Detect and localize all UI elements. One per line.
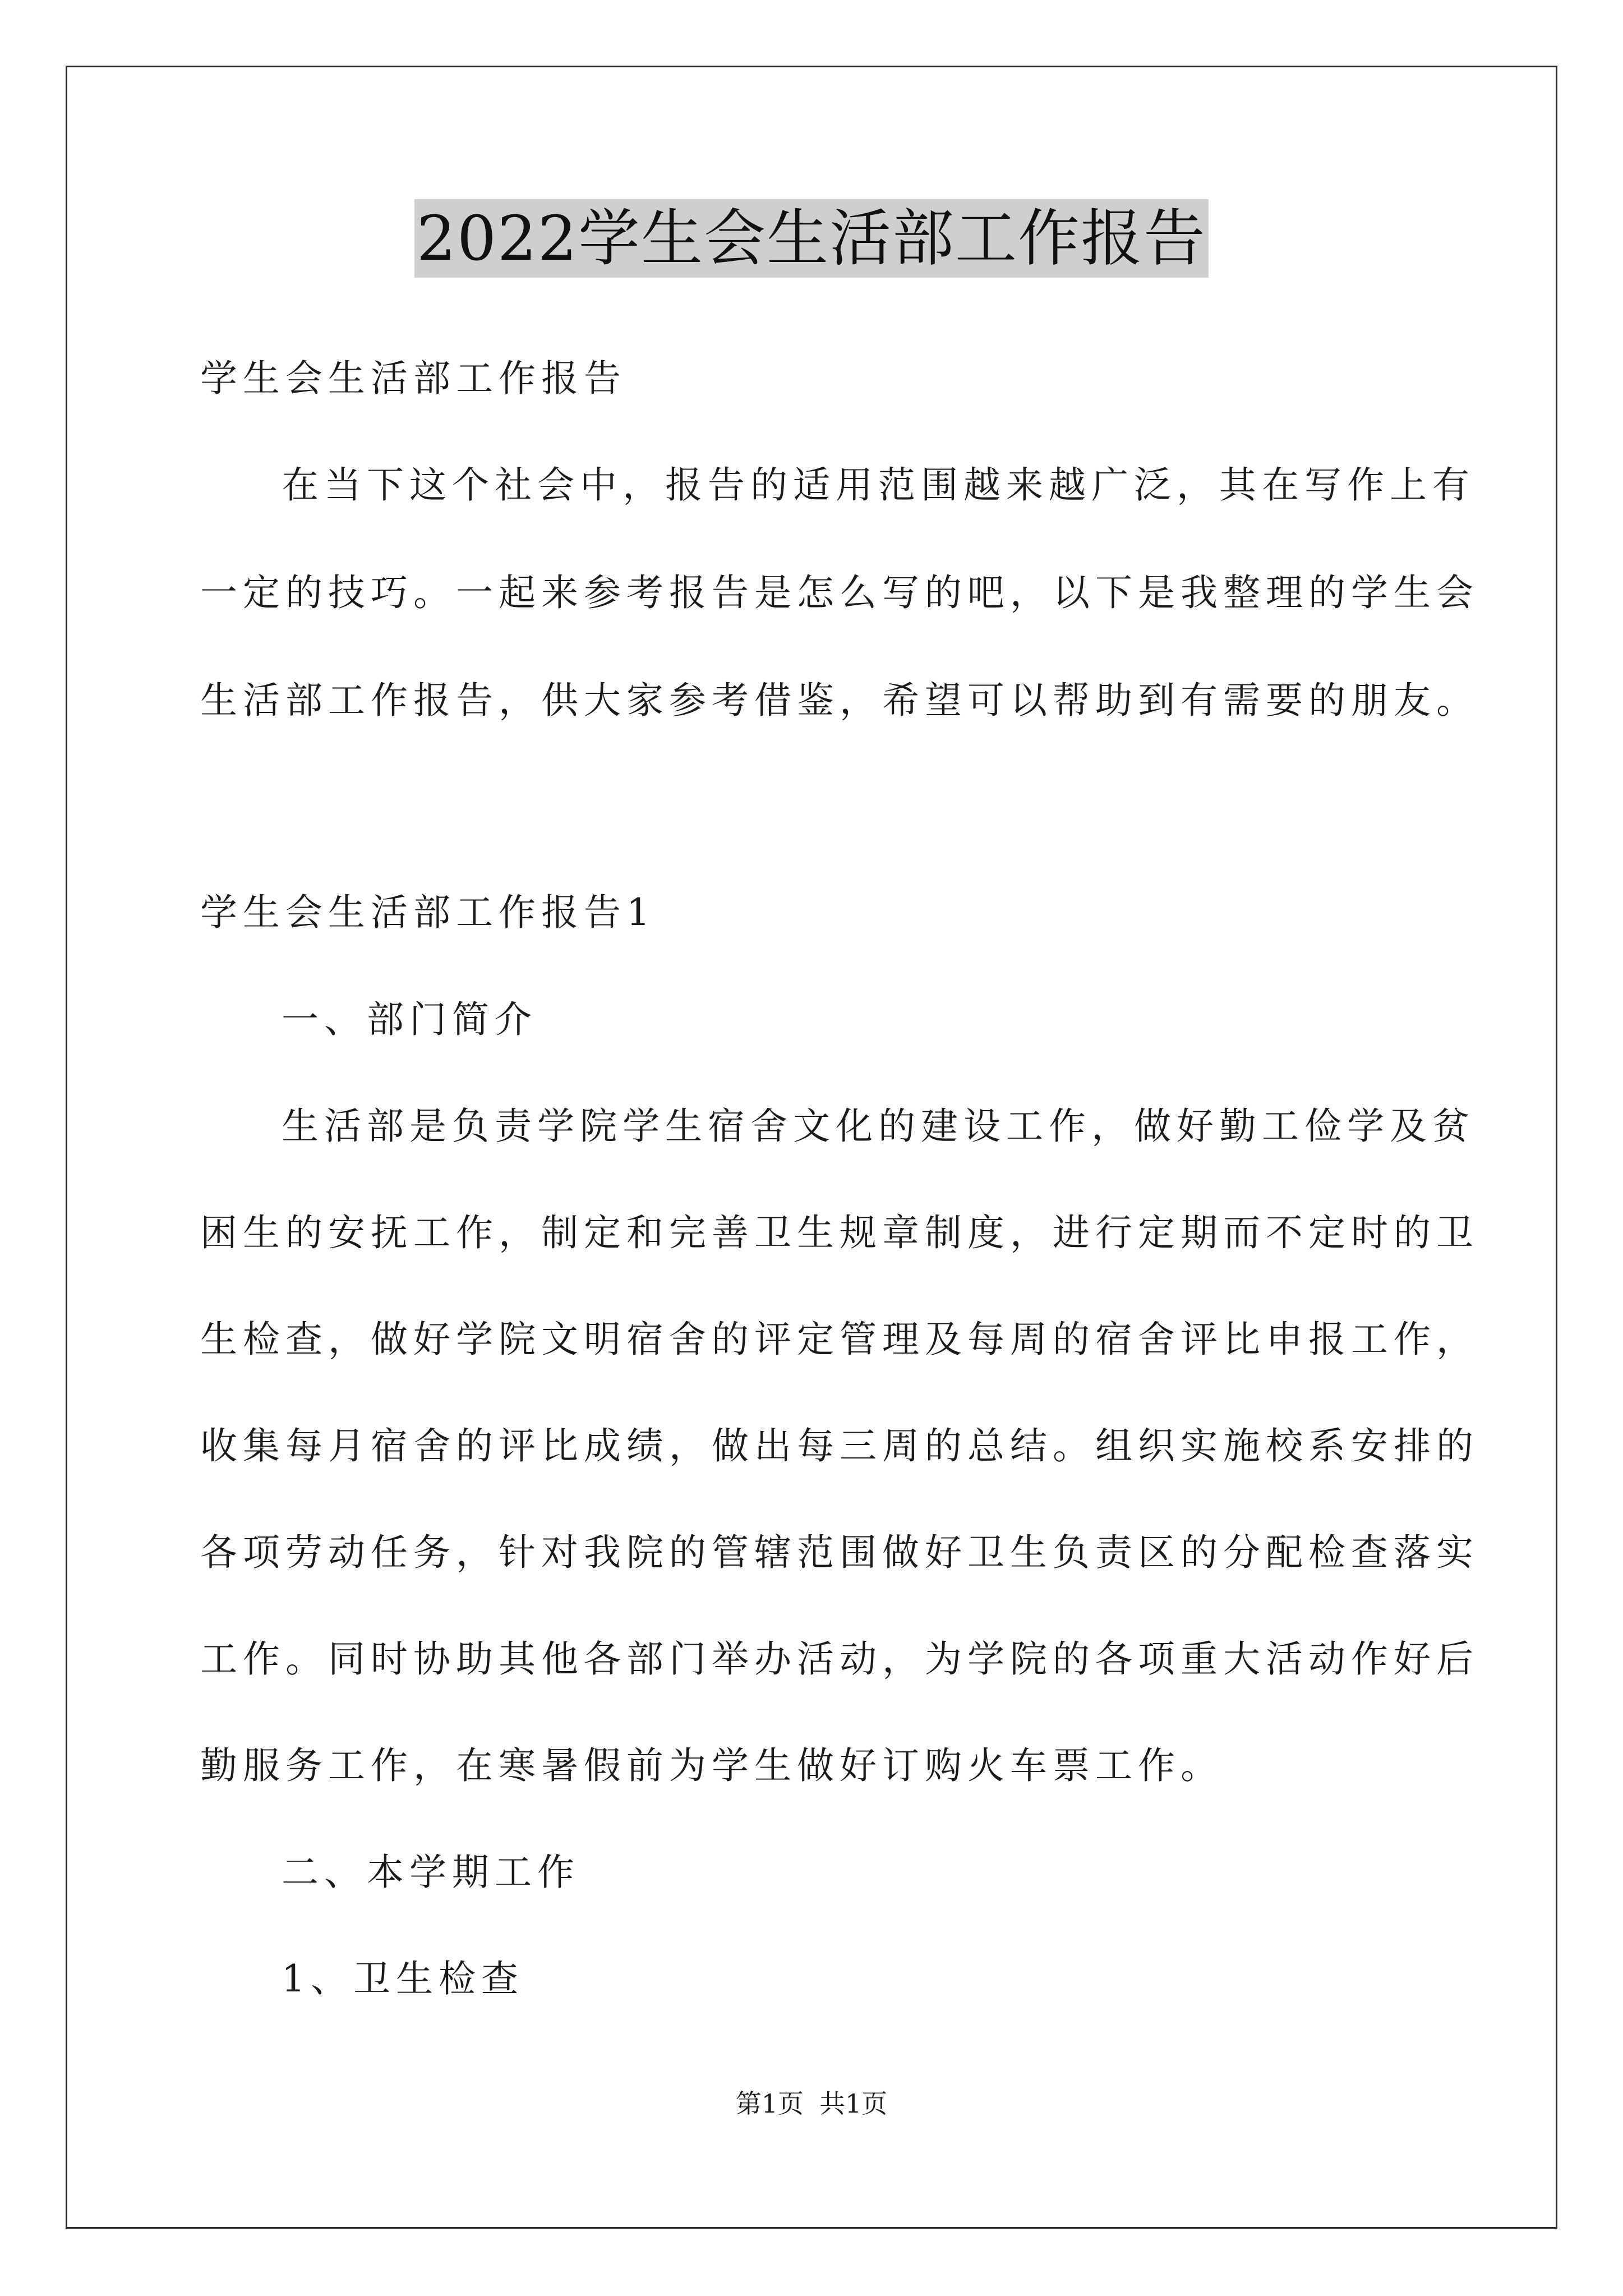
part2-heading: 二、本学期工作	[282, 1851, 580, 1894]
part1-line-1: 生活部是负责学院学生宿舍文化的建设工作，做好勤工俭学及贫	[282, 1105, 1475, 1148]
page-footer	[0, 2087, 1623, 2120]
page-number-total: 共1页	[819, 2088, 888, 2119]
title-wrap	[0, 199, 1623, 278]
part1-line-3: 生检查，做好学院文明宿舍的评定管理及每周的宿舍评比申报工作，	[200, 1318, 1479, 1361]
part1-line-6: 工作。同时协助其他各部门举办活动，为学院的各项重大活动作好后	[200, 1637, 1479, 1681]
part1-heading: 一、部门简介	[282, 998, 537, 1041]
subtitle: 学生会生活部工作报告	[200, 357, 626, 400]
intro-line-2: 一定的技巧。一起来参考报告是怎么写的吧，以下是我整理的学生会	[200, 571, 1479, 614]
document-title: 2022学生会生活部工作报告	[414, 199, 1209, 278]
part2-item-1: 1、卫生检查	[282, 1957, 524, 2000]
page-number-current: 第1页	[735, 2088, 804, 2119]
part1-line-7: 勤服务工作，在寒暑假前为学生做好订购火车票工作。	[200, 1744, 1223, 1787]
intro-line-3: 生活部工作报告，供大家参考借鉴，希望可以帮助到有需要的朋友。	[200, 679, 1479, 722]
intro-line-1: 在当下这个社会中，报告的适用范围越来越广泛，其在写作上有	[282, 463, 1475, 507]
section-heading: 学生会生活部工作报告1	[200, 891, 656, 934]
part1-line-5: 各项劳动任务，针对我院的管辖范围做好卫生负责区的分配检查落实	[200, 1531, 1479, 1574]
part1-line-4: 收集每月宿舍的评比成绩，做出每三周的总结。组织实施校系安排的	[200, 1424, 1479, 1467]
part1-line-2: 困生的安抚工作，制定和完善卫生规章制度，进行定期而不定时的卫	[200, 1211, 1479, 1254]
